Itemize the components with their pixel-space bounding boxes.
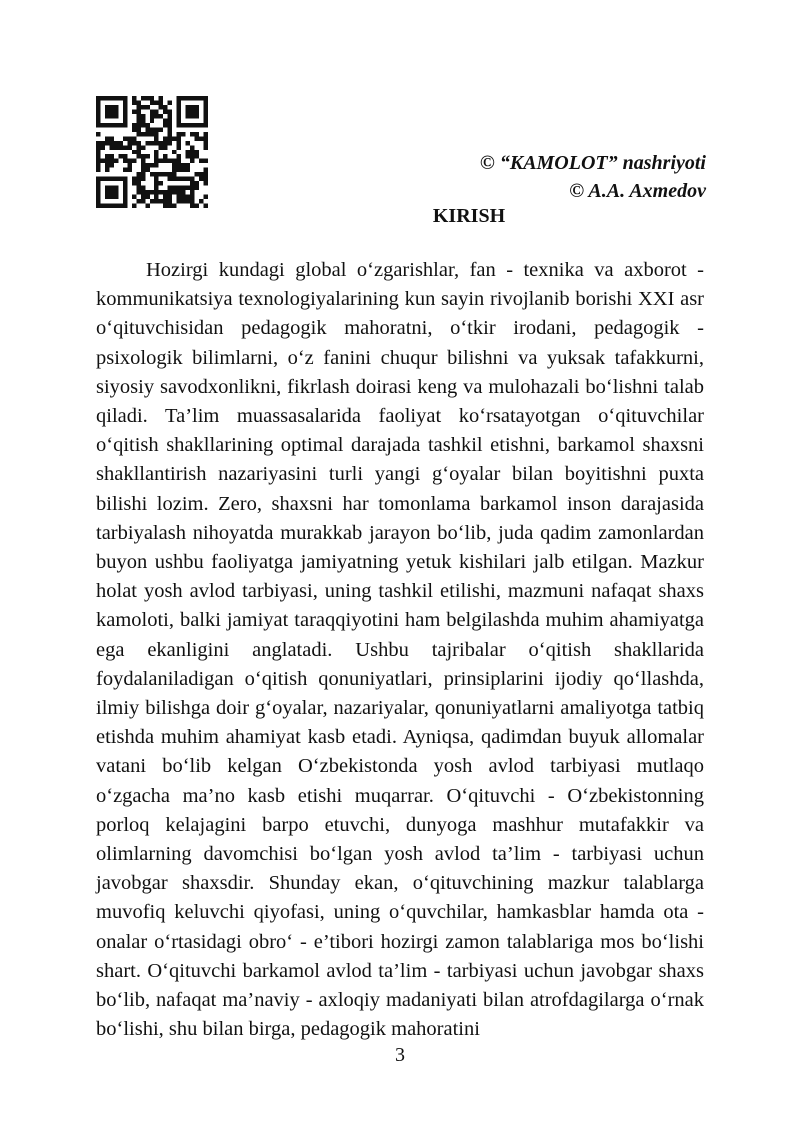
page-number: 3 xyxy=(395,1044,405,1066)
qr-code-icon xyxy=(96,96,208,208)
publisher-copyright: © “KAMOLOT” nashriyoti xyxy=(479,152,706,174)
author-copyright: © A.A. Axmedov xyxy=(569,180,706,202)
body-paragraph: Hozirgi kundagi global o‘zgarishlar, fan - texnika va axborot - kommunikatsiya texnologiyalarining kun sayin rivojlanib borishi XXI asr o‘qituvchisidan pedagogik mahoratni, o‘tkir irodani, pedagogik - psixologik bilimlarni, o‘z fanini chuqur bilishni va yuksak tafakkurni, siyosiy savodxonlikni, fikrlash doirasi keng va mulohazali bo‘lishni talab qiladi. Ta’lim muassasalarida faoliyat ko‘rsatayotgan o‘qituvchilar o‘qitish shakllarining optimal darajada tashkil etishni, barkamol shaxsni shakllantirish nazariyasini turli yangi g‘oyalar bilan boyitishni puxta bilishi lozim. Zero, shaxsni har tomonlama barkamol inson darajasida tarbiyalash nihoyatda murakkab jarayon bo‘lib, juda qadim zamonlardan buyon ushbu faoliyatga jamiyatning yetuk kishilari jalb etilgan. Mazkur holat yosh avlod tarbiyasi, uning tashkil etilishi, mazmuni nafaqat shaxs kamoloti, balki jamiyat taraqqiyotini ham belgilashda muhim ahamiyatga ega ekanligini anglatadi. Ushbu tajribalar o‘qitish shakllarida foydalaniladigan o‘qitish qonuniyatlari, prinsiplarini ijodiy qo‘llashda, ilmiy bilishga doir g‘oyalar, nazariyalar, qonuniyatlarni amaliyotga tatbiq etishda muhim ahamiyat kasb etadi. Ayniqsa, qadimdan buyuk allomalar vatani bo‘lib kelgan O‘zbekistonda yosh avlod tarbiyasi mutlaqo o‘zgacha ma’no kasb etishi muqarrar. O‘qituvchi - O‘zbekistonning porloq kelajagini barpo etuvchi, dunyoga mashhur mutafakkir va olimlarning davomchisi bo‘lgan yosh avlod ta’lim - tarbiyasi uchun javobgar shaxsdir. Shunday ekan, o‘qituvchining mazkur talablarga muvofiq keluvchi qiyofasi, uning o‘quvchilar, hamkasblar hamda ota - onalar o‘rtasidagi obro‘ - e’tibori hozirgi zamon talablariga mos bo‘lishi shart. O‘qituvchi barkamol avlod ta’lim - tarbiyasi uchun javobgar shaxs bo‘lib, nafaqat ma’naviy - axloqiy madaniyati bilan atrofdagilarga o‘rnak bo‘lishi, shu bilan birga, pedagogik mahoratini xyxy=(96,259,704,1041)
section-heading: KIRISH xyxy=(432,205,506,227)
